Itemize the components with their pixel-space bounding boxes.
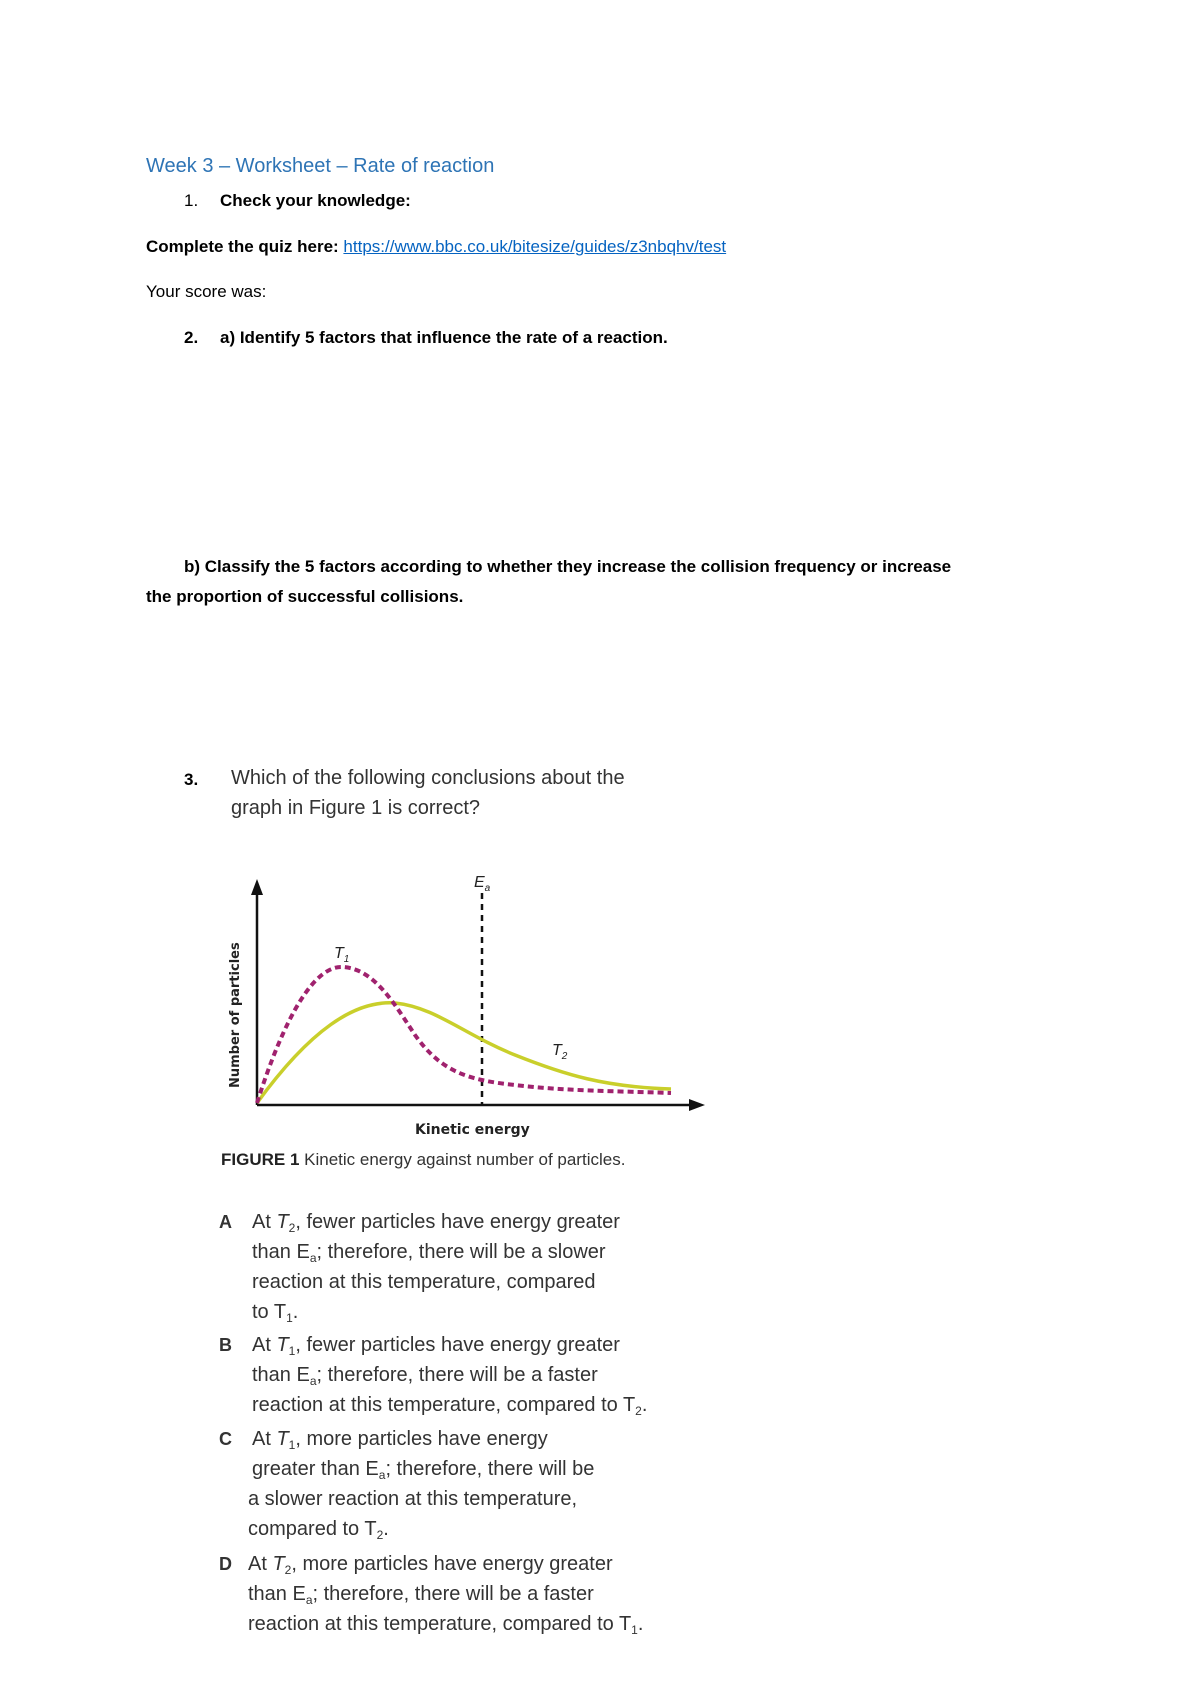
figure-caption-label: FIGURE 1 [221,1150,300,1169]
question-number: 1. [184,191,199,210]
option-letter: A [219,1212,232,1232]
quiz-link[interactable]: https://www.bbc.co.uk/bitesize/guides/z3nbqhv/test [343,237,727,256]
option-d-text: At $T_2$, more particles have energy greater than $E_a$; therefore, there will be a faster reaction at this temperature, compared to $T_1$. [248,1553,644,1637]
option-a-text: At $T_2$, fewer particles have energy greater than $E_a$; therefore, there will be a slower reaction at this temperature, compared to $T_1$. [252,1211,620,1325]
x-axis-arrow [689,1099,705,1111]
x-axis-label: Kinetic energy [415,1122,530,1138]
question-3-line2: graph in Figure 1 is correct? [231,797,481,819]
question-2a-text: a) Identify 5 factors that influence the rate of a reaction. [220,328,668,347]
t1-label: $T_1$ [334,945,350,965]
answer-options [219,1207,739,1647]
t2-label: $T_2$ [552,1042,568,1062]
option-letter: B [219,1335,232,1355]
option-b-text: At $T_1$, fewer particles have energy greater than $E_a$; therefore, there will be a faster reaction at this temperature, compared to $T_2$. [252,1334,648,1418]
quiz-label: Complete the quiz here: [146,237,339,256]
question-3-line1: Which of the following conclusions about the [231,767,625,789]
question-number: 3. [184,770,199,789]
figure-caption [221,1150,625,1170]
energy-distribution-figure [215,855,715,1145]
figure-caption-text: Kinetic energy against number of particles. [304,1150,626,1169]
worksheet-title: Week 3 – Worksheet – Rate of reaction [146,155,495,177]
t2-curve [257,1003,671,1103]
option-letter: D [219,1554,232,1574]
ea-label: $E_a$ [474,874,491,894]
quiz-line [146,237,726,257]
question-1-text: Check your knowledge: [220,191,411,210]
question-1-heading [184,191,584,215]
score-label: Your score was: [146,282,267,301]
option-c-text: At $T_1$, more particles have energy greater than $E_a$; therefore, there will be a slower reaction at this temperature, compared to $T_2$. [248,1428,595,1542]
question-number: 2. [184,328,199,347]
question-2-part-a [184,328,884,352]
y-axis-arrow [251,879,263,895]
option-letter: C [219,1429,232,1449]
question-2b-line1: b) Classify the 5 factors according to whether they increase the collision frequency or increase [184,557,952,576]
y-axis-label: Number of particles [228,942,243,1088]
question-2b-line2: the proportion of successful collisions. [146,587,464,606]
